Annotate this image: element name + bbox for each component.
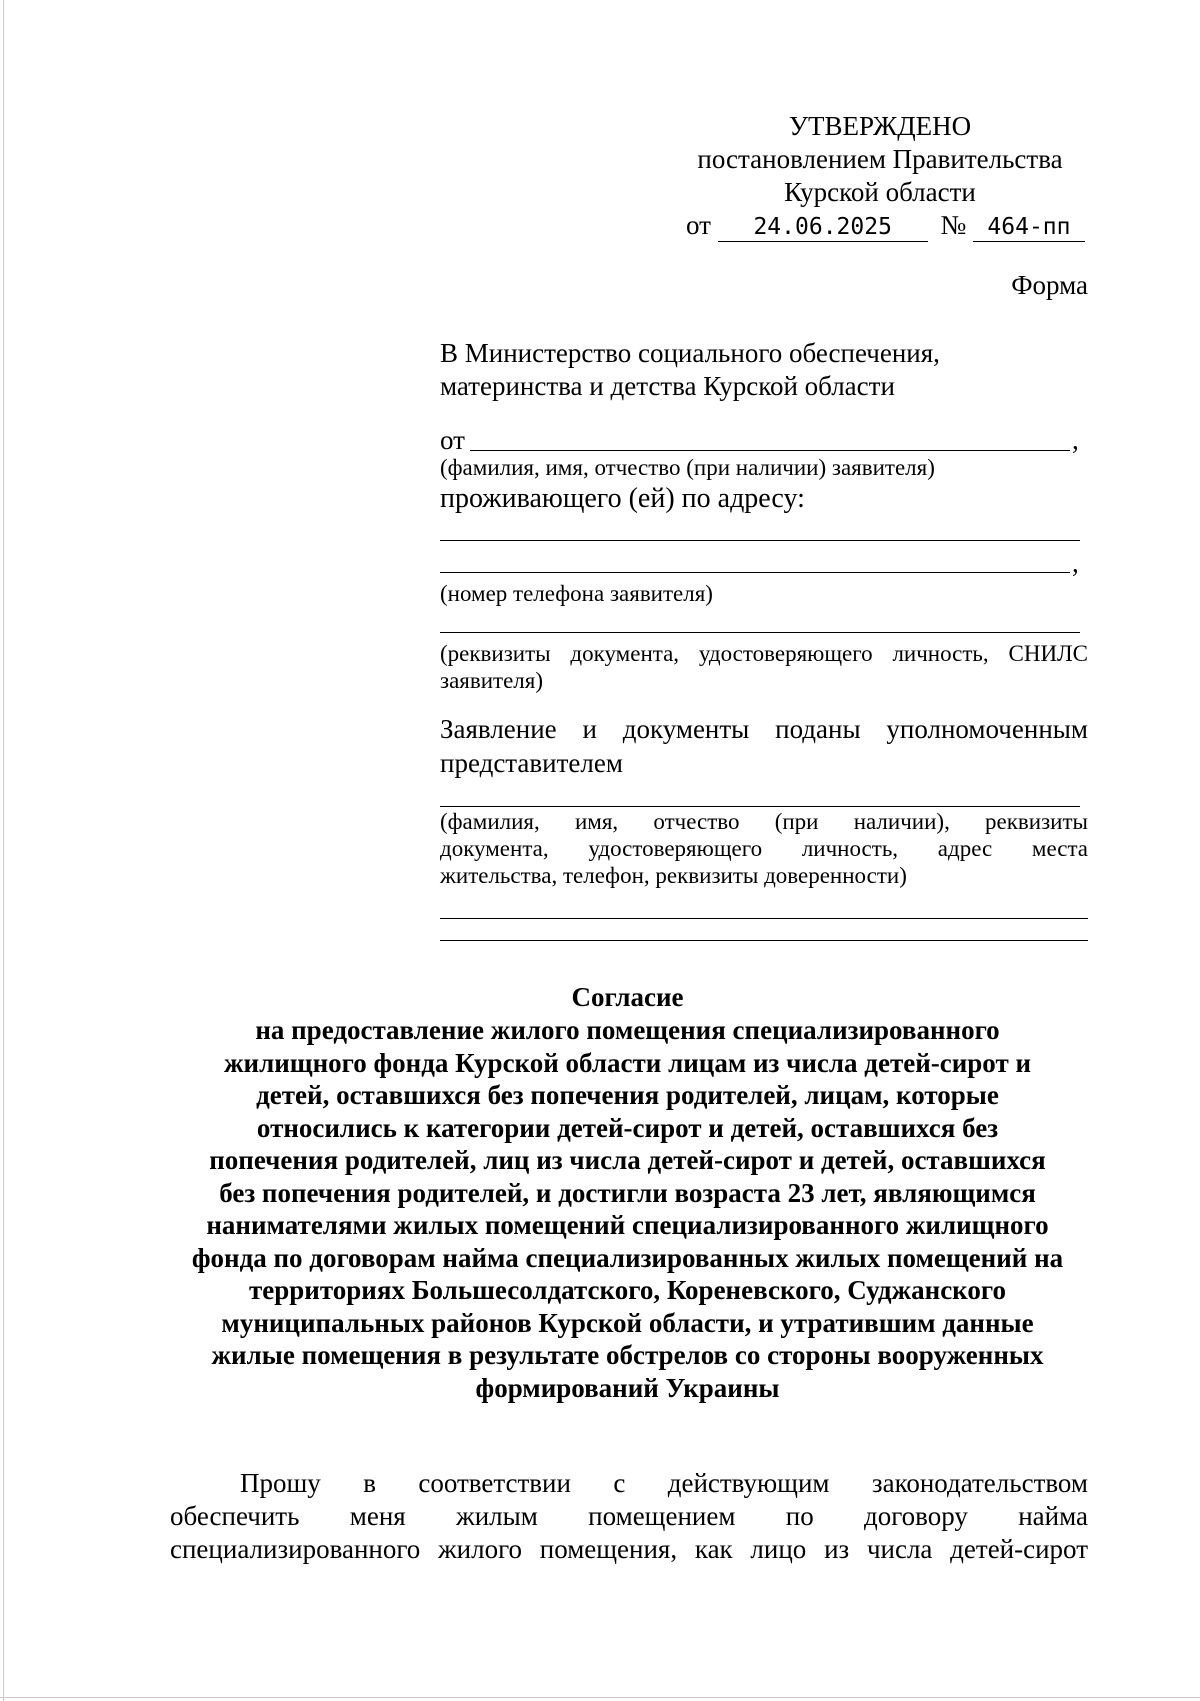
approval-date-row <box>686 210 1085 242</box>
applicant-name-line <box>470 450 1070 451</box>
representative-line-1: Заявление и документы поданы уполномоченным <box>440 714 1088 744</box>
heading-line: жилые помещения в результате обстрелов со стороны вооруженных <box>211 1340 1044 1370</box>
heading-line: на предоставление жилого помещения специализированного <box>255 1015 1000 1045</box>
addressee-line-1: В Министерство социального обеспечения, <box>440 338 940 368</box>
body-line-1: Прошу в соответствии с действующим законодательством <box>240 1468 1088 1498</box>
approval-line-2: Курской области <box>784 177 976 207</box>
heading-line: нанимателями жилых помещений специализированного жилищного <box>206 1210 1049 1240</box>
representative-line <box>440 806 1080 807</box>
heading-line: территориях Большесолдатского, Кореневского, Суджанского <box>249 1275 1006 1305</box>
approval-title: УТВЕРЖДЕНО <box>788 111 972 141</box>
address-label: проживающего (ей) по адресу: <box>440 483 805 514</box>
representative-caption-line-3: жительства, телефон, реквизиты доверенности) <box>440 863 907 888</box>
heading-line: детей, оставшихся без попечения родителей, лицам, которые <box>256 1080 999 1110</box>
heading-line: попечения родителей, лиц из числа детей-сирот и детей, оставшихся <box>209 1145 1046 1175</box>
representative-line-2: представителем <box>440 748 623 778</box>
extra-line-1 <box>440 918 1088 919</box>
representative-caption-line-1: (фамилия, имя, отчество (при наличии), реквизиты <box>440 809 1088 834</box>
heading-line: формирований Украины <box>475 1372 780 1403</box>
scan-edge-bottom <box>0 1697 1200 1698</box>
address-line-2 <box>440 572 1070 573</box>
heading-line: относились к категории детей-сирот и детей, оставшихся без <box>256 1112 999 1143</box>
heading-line: муниципальных районов Курской области, и утратившим данные <box>221 1307 1034 1338</box>
approval-number: 464-пп <box>973 213 1085 242</box>
extra-line-2 <box>440 940 1088 941</box>
heading-title: Согласие <box>571 982 684 1012</box>
body-line-2: обеспечить меня жилым помещением по договору найма <box>170 1501 1088 1531</box>
from-label: от <box>440 425 465 455</box>
date-prefix: от <box>686 210 711 240</box>
heading-line: фонда по договорам найма специализированных жилых помещений на <box>191 1242 1064 1273</box>
address-comma: , <box>1072 548 1079 578</box>
addressee-line-2: материнства и детства Курской области <box>440 371 895 401</box>
applicant-name-comma: , <box>1072 425 1079 455</box>
document-caption-line-1: (реквизиты документа, удостоверяющего личность, СНИЛС <box>440 641 1088 666</box>
document-line <box>440 632 1080 633</box>
document-caption-line-2: заявителя) <box>440 668 544 693</box>
applicant-name-caption: (фамилия, имя, отчество (при наличии) заявителя) <box>440 455 935 480</box>
approval-line-1: постановлением Правительства <box>697 144 1063 174</box>
scan-edge-left <box>3 0 4 1701</box>
heading-line: жилищного фонда Курской области лицам из числа детей-сирот и <box>223 1047 1032 1078</box>
representative-caption-line-2: документа, удостоверяющего личность, адрес места <box>440 836 1088 861</box>
address-line-1 <box>440 540 1080 541</box>
heading-line: без попечения родителей, и достигли возраста 23 лет, являющимся <box>219 1177 1036 1208</box>
approval-date: 24.06.2025 <box>718 213 928 242</box>
number-prefix: № <box>940 210 967 240</box>
body-line-3: специализированного жилого помещения, как лицо из числа детей-сирот <box>170 1534 1088 1564</box>
form-label: Форма <box>1011 270 1088 300</box>
phone-caption: (номер телефона заявителя) <box>440 581 713 606</box>
